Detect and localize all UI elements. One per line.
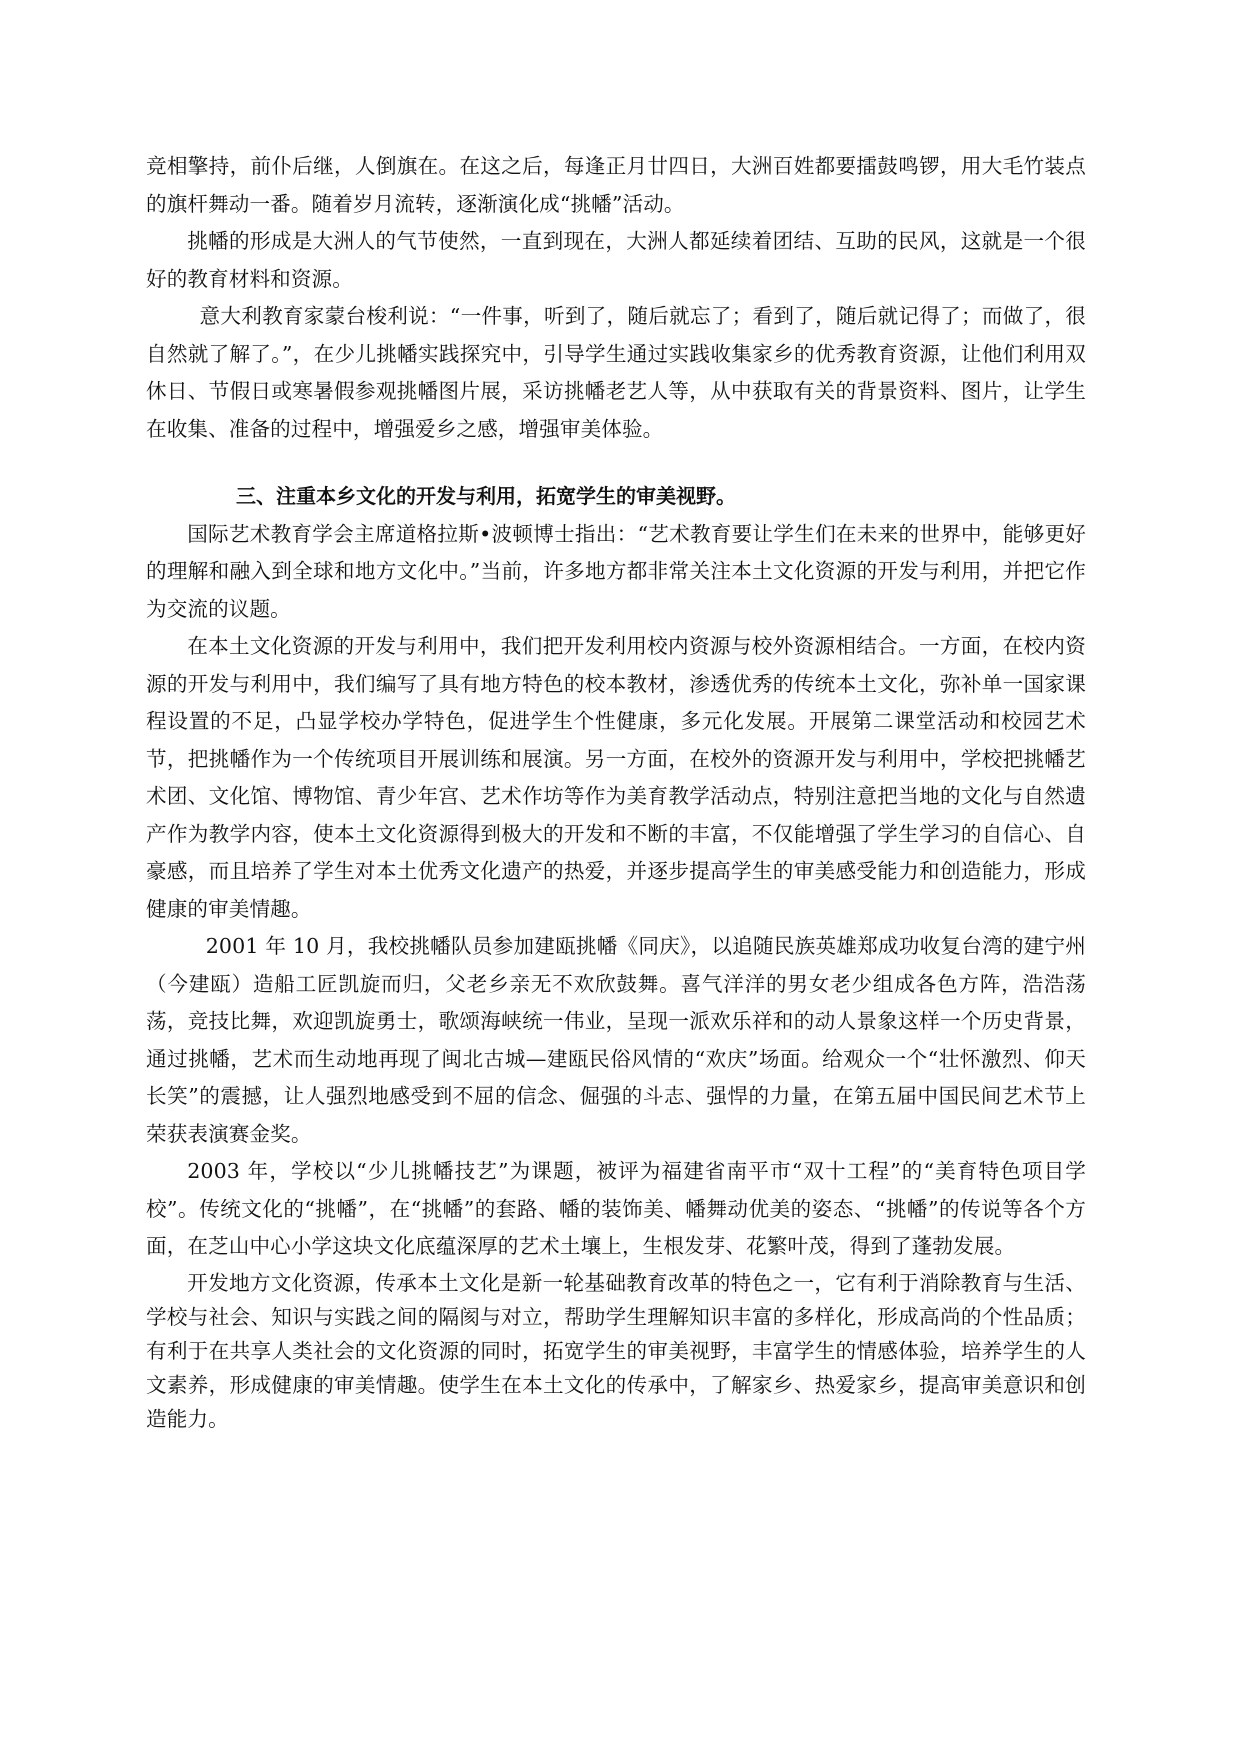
paragraph-montessori: 意大利教育家蒙台梭利说：“一件事，听到了，随后就忘了；看到了，随后就记得了；而做了，很自然就了解了。”，在少儿挑幡实践探究中，引导学生通过实践收集家乡的优秀教育资源，让他们利用双休日、节假日或寒暑假参观挑幡图片展，采访挑幡老艺人等，从中获取有关的背景资料、图片，让学生在收集、准备的过程中，增强爱乡之感，增强审美体验。	[146, 304, 1086, 441]
paragraph-conclusion: 开发地方文化资源，传承本土文化是新一轮基础教育改革的特色之一，它有利于消除教育与生活、学校与社会、知识与实践之间的隔阂与对立，帮助学生理解知识丰富的多样化，形成高尚的个性品质；有利于在共享人类社会的文化资源的同时，拓宽学生的审美视野，丰富学生的情感体验，培养学生的人文素养，形成健康的审美情趣。使学生在本土文化的传承中，了解家乡、热爱家乡，提高审美意识和创造能力。	[146, 1270, 1086, 1431]
section-heading: 三、注重本乡文化的开发与利用，拓宽学生的审美视野。	[236, 484, 736, 508]
paragraph-2001: 2001 年 10 月，我校挑幡队员参加建瓯挑幡《同庆》，以追随民族英雄郑成功收复台湾的建宁州（今建瓯）造船工匠凯旋而归，父老乡亲无不欢欣鼓舞。喜气洋洋的男女老少组成各色方阵，浩浩荡荡，竞技比舞，欢迎凯旋勇士，歌颂海峡统一伟业，呈现一派欢乐祥和的动人景象这样一个历史背景，通过挑幡，艺术而生动地再现了闽北古城—建瓯民俗风情的“欢庆”场面。给观众一个“壮怀激烈、仰天长笑”的震撼，让人强烈地感受到不屈的信念、倔强的斗志、强悍的力量，在第五届中国民间艺术节上荣获表演赛金奖。	[146, 934, 1086, 1146]
paragraph-2003: 2003 年，学校以“少儿挑幡技艺”为课题，被评为福建省南平市“双十工程”的“美育特色项目学校”。传统文化的“挑幡”，在“挑幡”的套路、幡的装饰美、幡舞动优美的姿态、“挑幡”的传说等各个方面，在芝山中心小学这块文化底蕴深厚的艺术土壤上，生根发芽、花繁叶茂，得到了蓬勃发展。	[146, 1159, 1086, 1258]
paragraph-tiaofan-origin: 挑幡的形成是大洲人的气节使然，一直到现在，大洲人都延续着团结、互助的民风，这就是一个很好的教育材料和资源。	[146, 229, 1086, 291]
section-spacer	[146, 448, 1086, 478]
paragraph-international-art: 国际艺术教育学会主席道格拉斯•波顿博士指出：“艺术教育要让学生们在未来的世界中，能够更好的理解和融入到全球和地方文化中。”当前，许多地方都非常关注本土文化资源的开发与利用，并把它作为交流的议题。	[146, 521, 1086, 621]
paragraph-local-resources: 在本土文化资源的开发与利用中，我们把开发利用校内资源与校外资源相结合。一方面，在校内资源的开发与利用中，我们编写了具有地方特色的校本教材，渗透优秀的传统本土文化，弥补单一国家课程设置的不足，凸显学校办学特色，促进学生个性健康，多元化发展。开展第二课堂活动和校园艺术节，把挑幡作为一个传统项目开展训练和展演。另一方面，在校外的资源开发与利用中，学校把挑幡艺术团、文化馆、博物馆、青少年宫、艺术作坊等作为美育教学活动点，特别注意把当地的文化与自然遗产作为教学内容，使本土文化资源得到极大的开发和不断的丰富，不仅能增强了学生学习的自信心、自豪感，而且培养了学生对本土优秀文化遗产的热爱，并逐步提高学生的审美感受能力和创造能力，形成健康的审美情趣。	[146, 634, 1086, 921]
paragraph-qixiang: 竞相擎持，前仆后继，人倒旗在。在这之后，每逢正月廿四日，大洲百姓都要擂鼓鸣锣，用大毛竹装点的旗杆舞动一番。随着岁月流转，逐渐演化成“挑幡”活动。	[146, 154, 1086, 216]
document-page	[146, 148, 1086, 1436]
